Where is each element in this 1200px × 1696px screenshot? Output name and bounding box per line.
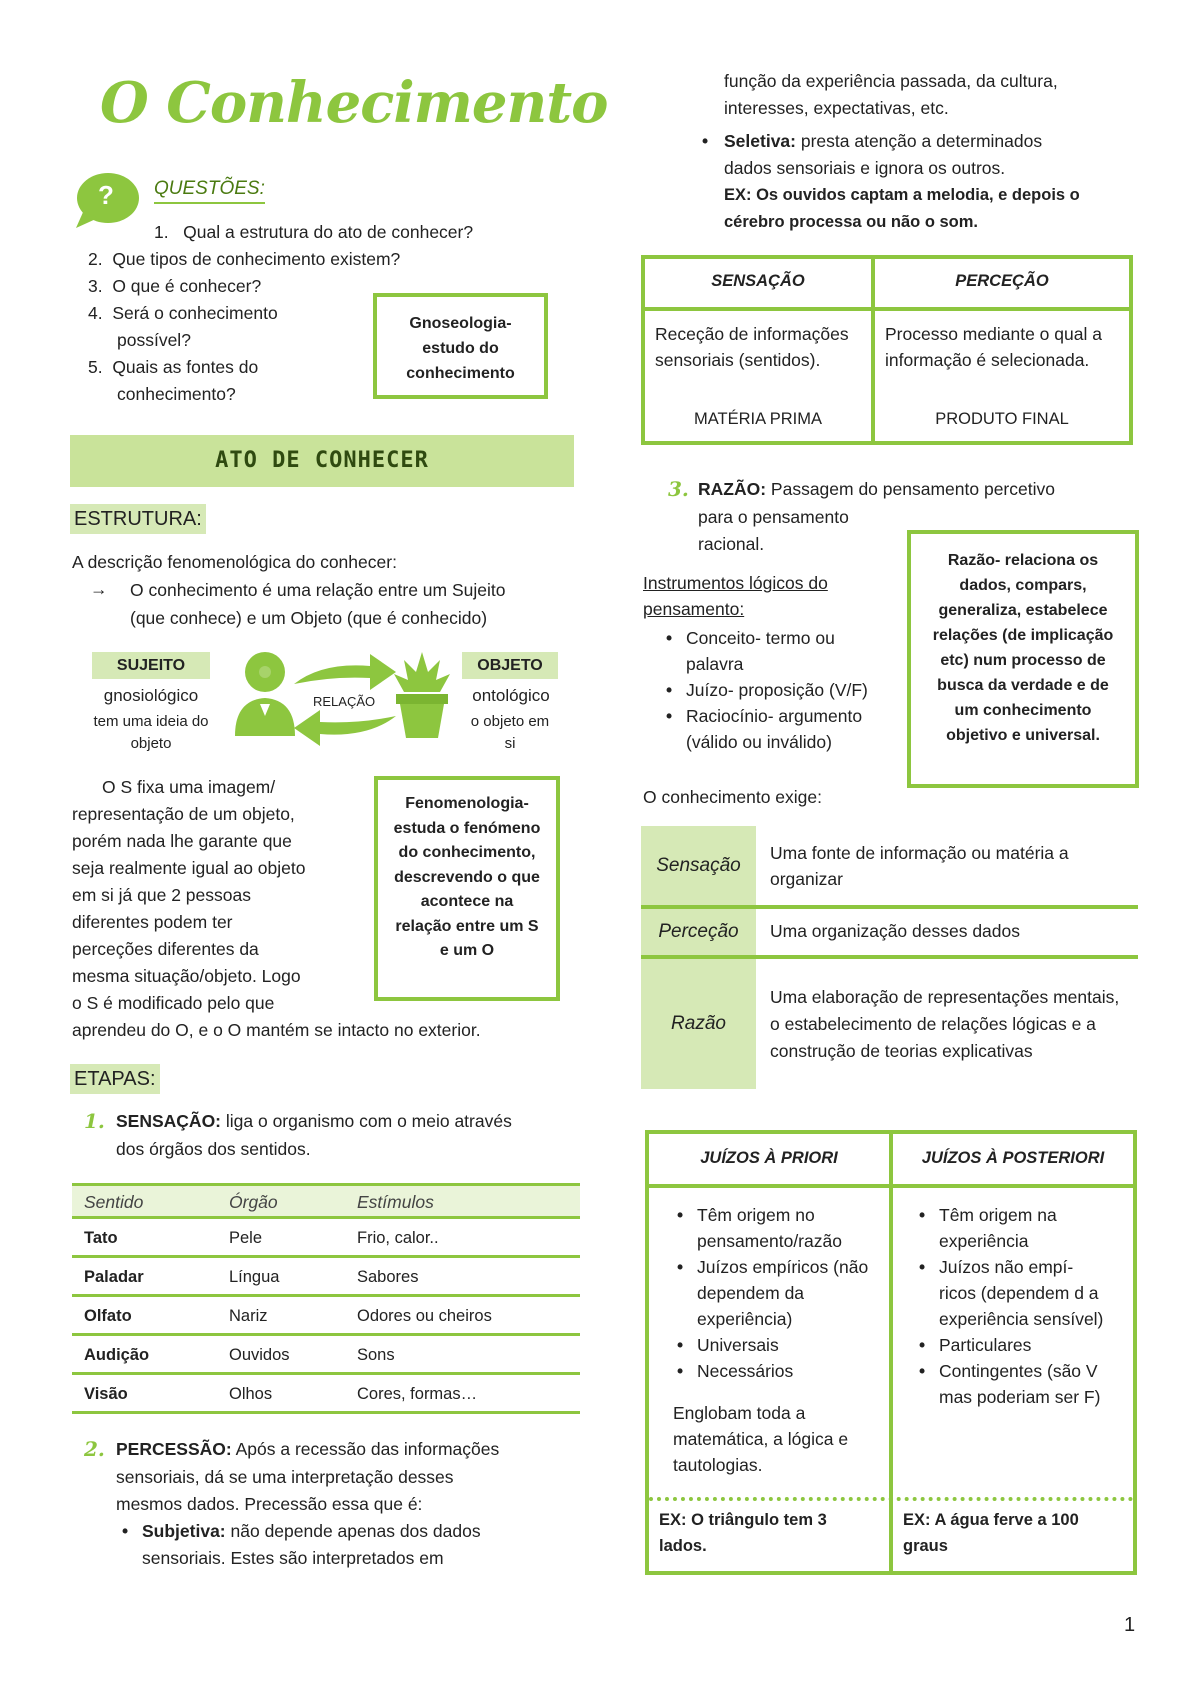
- etapas-heading: ETAPAS:: [70, 1064, 160, 1094]
- sensacao-body: Receção de informações sensoriais (sentidos).: [655, 324, 849, 370]
- senses-table: [72, 1183, 580, 1414]
- priori-item: • Juízos empíricos (não dependem da experiência): [671, 1254, 871, 1332]
- sujeito-desc: tem uma ideia do objeto: [93, 713, 209, 752]
- posteriori-item: • Juízos não empí- ricos (dependem d a experiência sensível): [913, 1254, 1113, 1332]
- paragraph-line: porém nada lhe garante que: [72, 831, 292, 851]
- relation-line: (que conhece) e um Objeto (que é conhecido): [130, 608, 488, 628]
- seletiva-example: EX: Os ouvidos captam a melodia, e depois o: [724, 186, 1080, 204]
- step3-title: RAZÃO:: [698, 479, 767, 499]
- stimulus-cell: Frio, calor..: [357, 1229, 439, 1247]
- senses-table-row: [72, 1297, 580, 1336]
- person-icon: [230, 648, 300, 738]
- step3-text-cont: para o pensamento: [698, 507, 849, 527]
- question-item: possível?: [117, 330, 191, 350]
- question-item: 5. Quais as fontes do: [88, 357, 259, 377]
- question-item: 1. Qual a estrutura do ato de conhecer?: [154, 222, 474, 242]
- question-item: 3. O que é conhecer?: [88, 276, 262, 296]
- objeto-label: OBJETO: [462, 652, 558, 679]
- seletiva-text: presta atenção a determinados: [795, 131, 1043, 151]
- subjetiva-item: [116, 1518, 584, 1545]
- sense-cell: Paladar: [84, 1268, 144, 1286]
- exige-intro: O conhecimento exige:: [643, 787, 822, 807]
- paragraph-line: diferentes podem ter: [72, 912, 233, 932]
- priori-example: EX: O triângulo tem 3 lados.: [659, 1511, 827, 1555]
- step1-text: liga o organismo com o meio através: [221, 1111, 512, 1131]
- priori-note: Englobam toda a matemática, a lógica e tautologias.: [673, 1403, 849, 1475]
- sense-cell: Tato: [84, 1229, 118, 1247]
- fenomenologia-box: Fenomenologia- estuda o fenómeno do conhecimento, descrevendo o que acontece na relação entre um S e um O: [374, 776, 560, 1001]
- organ-cell: Nariz: [229, 1307, 268, 1325]
- plant-icon: [390, 650, 454, 740]
- col-estimulos: Estímulos: [357, 1192, 434, 1212]
- instrumento-item: • Raciocínio- argumento (válido ou inválido): [660, 703, 895, 755]
- juizos-priori-header: JUÍZOS À PRIORI: [700, 1149, 838, 1167]
- senses-table-row: [72, 1219, 580, 1258]
- subjetiva-text-cont: sensoriais. Estes são interpretados em: [142, 1548, 444, 1568]
- instrumentos-heading: [643, 570, 828, 622]
- razao-box: Razão- relaciona os dados, compars, generaliza, estabelece relações (de implicação etc) num processo de busca da verdade e de um conhecimento objetivo e universal.: [907, 530, 1139, 788]
- heading-line: pensamento:: [643, 599, 745, 619]
- percecao-header: PERCEÇÃO: [955, 272, 1049, 290]
- posteriori-list: [913, 1202, 1113, 1410]
- sensacao-header: SENSAÇÃO: [711, 272, 805, 290]
- stimulus-cell: Cores, formas…: [357, 1385, 478, 1403]
- organ-cell: Língua: [229, 1268, 280, 1286]
- step2-text-cont: sensoriais, dá se uma interpretação desses: [116, 1467, 454, 1487]
- question-item: conhecimento?: [117, 384, 236, 404]
- step1-title: SENSAÇÃO:: [116, 1111, 222, 1131]
- priori-item: • Necessários: [671, 1358, 871, 1384]
- estrutura-heading: ESTRUTURA:: [70, 504, 206, 534]
- subjetiva-title: Subjetiva:: [142, 1521, 226, 1541]
- step3-text: Passagem do pensamento percetivo: [766, 479, 1055, 499]
- senses-table-row: [72, 1336, 580, 1375]
- text-line: função da experiência passada, da cultura,: [724, 71, 1058, 91]
- text-line: interesses, expectativas, etc.: [724, 98, 949, 118]
- percecao-footer: PRODUTO FINAL: [935, 410, 1069, 428]
- question-item: 2. Que tipos de conhecimento existem?: [88, 249, 401, 269]
- heading-line: Instrumentos lógicos do: [643, 573, 828, 593]
- col-orgao: Órgão: [229, 1192, 278, 1212]
- relation-label: RELAÇÃO: [313, 694, 376, 709]
- paragraph-line: O S fixa uma imagem/: [102, 777, 276, 797]
- paragraph-line: perceções diferentes da: [72, 939, 259, 959]
- sujeito-label: SUJEITO: [92, 652, 210, 679]
- priori-item: • Têm origem no pensamento/razão: [671, 1202, 871, 1254]
- relation-text: [130, 576, 505, 632]
- exige-row: [641, 826, 1138, 909]
- questions-heading: QUESTÕES:: [154, 177, 265, 204]
- step3-text-cont: racional.: [698, 534, 765, 554]
- paragraph-line: seja realmente igual ao objeto: [72, 858, 306, 878]
- sense-cell: Visão: [84, 1385, 128, 1403]
- relation-arrow-icon: →: [90, 579, 108, 599]
- step2-text: Após a recessão das informações: [231, 1439, 500, 1459]
- exige-row: [641, 909, 1138, 959]
- priori-list: [671, 1202, 871, 1384]
- instrumento-item: • Conceito- termo ou palavra: [660, 625, 895, 677]
- exige-text: Uma organização desses dados: [770, 921, 1021, 942]
- subjetiva-text: não depende apenas dos dados: [225, 1521, 481, 1541]
- page-title: O Conhecimento: [100, 70, 608, 136]
- instrumento-item: • Juízo- proposição (V/F): [660, 677, 895, 703]
- sense-cell: Olfato: [84, 1307, 132, 1325]
- paragraph-line: em si já que 2 pessoas: [72, 885, 251, 905]
- step2: [84, 1436, 584, 1572]
- seletiva-item: • Seletiva: presta atenção a determinados dados sensoriais e ignora os outros. EX: Os ouvidos captam a melodia, e depois o cérebro processa ou não o som.: [698, 128, 1136, 236]
- juizos-table: [645, 1130, 1137, 1575]
- subjetiva-item-cont: [116, 1545, 584, 1572]
- instrumentos-list: [660, 625, 895, 755]
- step1-text-cont: dos órgãos dos sentidos.: [116, 1139, 311, 1159]
- step2-number: 2.: [84, 1437, 105, 1461]
- sensacao-percecao-table: [641, 255, 1133, 445]
- senses-table-row: [72, 1375, 580, 1414]
- exige-label: Perceção: [641, 909, 756, 955]
- gnoseologia-box: Gnoseologia- estudo do conhecimento: [373, 293, 548, 399]
- step1-number: 1.: [84, 1109, 105, 1133]
- seletiva-title: Seletiva:: [724, 131, 796, 151]
- exige-row: [641, 959, 1138, 1089]
- seletiva-example-cont: cérebro processa ou não o som.: [724, 213, 978, 231]
- exige-text: Uma elaboração de representações mentais, o estabelecimento de relações lógicas e a construção de teorias explicativas: [770, 986, 1120, 1061]
- step2-title: PERCESSÃO:: [116, 1439, 232, 1459]
- exige-text: Uma fonte de informação ou matéria a organizar: [770, 842, 1069, 889]
- organ-cell: Olhos: [229, 1385, 273, 1403]
- ato-de-conhecer-banner: ATO DE CONHECER: [70, 435, 574, 487]
- step1: [84, 1108, 574, 1163]
- paragraph-line: mesma situação/objeto. Logo: [72, 966, 301, 986]
- seletiva-text-cont: dados sensoriais e ignora os outros.: [724, 158, 1006, 178]
- exige-label: Sensação: [641, 826, 756, 905]
- stimulus-cell: Sons: [357, 1346, 395, 1364]
- objeto-desc: o objeto em si: [470, 713, 550, 752]
- stimulus-cell: Sabores: [357, 1268, 419, 1286]
- exige-label: Razão: [641, 959, 756, 1089]
- perception-continued: [724, 68, 1058, 122]
- estrutura-intro: A descrição fenomenológica do conhecer:: [72, 552, 397, 572]
- step3-number: 3.: [668, 477, 689, 501]
- organ-cell: Pele: [229, 1229, 263, 1247]
- page-number: 1: [1124, 1614, 1136, 1636]
- sense-cell: Audição: [84, 1346, 150, 1364]
- col-sentido: Sentido: [84, 1192, 144, 1212]
- posteriori-item: • Particulares: [913, 1332, 1113, 1358]
- sensacao-footer: MATÉRIA PRIMA: [693, 410, 823, 428]
- paragraph-line: representação de um objeto,: [72, 804, 295, 824]
- step2-text-cont: mesmos dados. Precessão essa que é:: [116, 1494, 423, 1514]
- posteriori-item: • Contingentes (são V mas poderiam ser F): [913, 1358, 1113, 1410]
- posteriori-example: EX: A água ferve a 100 graus: [903, 1511, 1079, 1555]
- question-mark-glyph: ?: [98, 180, 114, 210]
- posteriori-item: • Têm origem na experiência: [913, 1202, 1113, 1254]
- senses-table-row: [72, 1258, 580, 1297]
- relation-line: O conhecimento é uma relação entre um Sujeito: [130, 580, 506, 600]
- exige-table: [641, 826, 1138, 1089]
- organ-cell: Ouvidos: [229, 1346, 290, 1364]
- objeto-sub: ontológico: [472, 686, 550, 705]
- sujeito-sub: gnosiológico: [103, 686, 199, 705]
- paragraph-line: aprendeu do O, e o O mantém se intacto no exterior.: [72, 1020, 481, 1040]
- paragraph-line: o S é modificado pelo que: [72, 993, 275, 1013]
- stimulus-cell: Odores ou cheiros: [357, 1307, 492, 1325]
- percecao-body: Processo mediante o qual a informação é selecionada.: [885, 324, 1102, 370]
- senses-table-header: [72, 1183, 580, 1219]
- question-item: 4. Será o conhecimento: [88, 303, 278, 323]
- priori-item: • Universais: [671, 1332, 871, 1358]
- juizos-posteriori-header: JUÍZOS À POSTERIORI: [921, 1149, 1105, 1167]
